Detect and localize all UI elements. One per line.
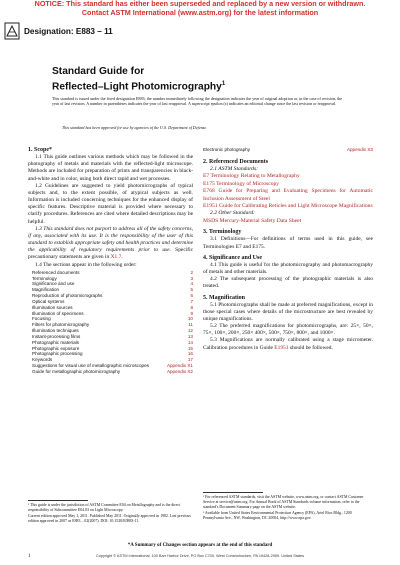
footnote-rule — [28, 500, 88, 501]
toc-ref[interactable]: Appendix X1 — [166, 363, 193, 369]
footnote-1-approval: Current edition approved May 1, 2011. Published May 2011. Originally approved in 1982. Last previous edition approved in 2007 as E883 – 02(2007). DOI: 10.1520/E0883-11. — [28, 514, 191, 523]
toc-ref[interactable]: 11 — [188, 322, 193, 328]
reference-code-link[interactable]: E768 — [203, 188, 215, 195]
reference-item — [203, 173, 373, 180]
reference-title[interactable]: Guide for Calibrating Reticles and Light Microscope Magnifications — [217, 203, 373, 210]
notice-line-2: Contact ASTM International (www.astm.org) for the latest information — [81, 7, 319, 17]
notice-line-1: NOTICE: This standard has either been superseded and replaced by a new version or withdrawn. — [34, 0, 366, 8]
referenced-docs-heading: 2. Referenced Documents — [203, 158, 269, 165]
toc-ref[interactable]: 3 — [190, 275, 193, 281]
title-line-1: Standard Guide for — [52, 66, 145, 77]
para-3-1: 3.1 Definitions—For definitions of terms used in this guide, see Terminologies E7 and E175. — [203, 236, 373, 250]
other-standard-label: 2.2 Other Standard: — [210, 210, 256, 217]
right-column — [203, 147, 373, 352]
toc-ref[interactable]: 13 — [187, 333, 193, 339]
footnote-2: ² For referenced ASTM standards, visit the ASTM website, www.astm.org, or contact ASTM Customer Service at service@astm.org. For Annual Book of ASTM Standards volume information, refer to the standard's Document Summary page on the ASTM website. — [203, 495, 364, 509]
terminology-heading: 3. Terminology — [203, 229, 242, 236]
toc-label: Magnification — [32, 287, 60, 293]
para-5-3-text: 5.3 Magnifications are normally calibrated using a stage micrometer. Calibration procedures in Guide — [203, 337, 373, 351]
toc-label: Photographic materials — [32, 339, 79, 345]
toc-label: Focusing — [32, 316, 51, 322]
toc-label: Significance and use — [32, 281, 75, 287]
toc-ref[interactable]: 4 — [190, 281, 193, 287]
reference-title[interactable]: Terminology Relating to Metallography — [209, 173, 300, 180]
toc-label: Photographic exposure — [32, 345, 80, 351]
toc-label: Photographic processing — [32, 351, 83, 357]
toc-ref[interactable]: Appendix X2 — [166, 369, 193, 374]
msds-reference[interactable]: MSDS Mercury-Material Safety Data Sheet — [203, 217, 302, 224]
significance-heading: 4. Significance and Use — [203, 254, 263, 261]
toc-label: Referenced documents — [32, 269, 80, 275]
toc-ref[interactable]: 14 — [187, 339, 193, 345]
reference-list — [203, 173, 373, 210]
reference-item — [203, 203, 373, 210]
para-1-3 — [28, 226, 193, 262]
toc-ref[interactable]: 8 — [190, 304, 193, 310]
toc-label: Instant-processing films — [32, 333, 81, 339]
toc-ref[interactable]: 6 — [190, 293, 193, 299]
para-5-2: 5.2 The preferred magnifications for photomicrographs, are: 25×, 50×, 75×, 100×, 200×, 250× 400×, 500×, 750×, 800×, and 1000×. — [203, 323, 373, 337]
para-5-1: 5.1 Photomicrographs shall be made at preferred magnifications, except in those special cases where details of the microstructure are best revealed by unique magnifications. — [203, 301, 373, 322]
title-footnote-mark: 1 — [221, 81, 226, 87]
toc-label: Filters for photomicrography — [32, 322, 90, 328]
toc-label: Electronic photography — [203, 147, 250, 152]
toc-label: Illumination techniques — [32, 328, 79, 334]
reference-code-link[interactable]: E7 — [203, 173, 210, 180]
para-5-3 — [203, 337, 373, 351]
para-4-2: 4.2 The subsequent processing of the photographic materials is also treated. — [203, 276, 373, 290]
para-5-3-end: should be followed. — [288, 344, 333, 351]
toc-label: Suggestions for visual use of metallographic microscopes — [32, 363, 149, 369]
para-4-1: 4.1 This guide is useful for the photomicrography and photomacrography of metals and other materials. — [203, 261, 373, 276]
footnote-1: ¹ This guide is under the jurisdiction of ASTM Committee E04 on Metallography and is the direct responsibility of Subcommittee E04.03 on Light Microscopy. — [28, 503, 181, 512]
toc-ref[interactable]: 17 — [187, 357, 193, 363]
section-order-list — [28, 270, 193, 375]
scope-heading: 1. Scope* — [28, 147, 52, 153]
toc-ref[interactable]: 15 — [187, 345, 193, 351]
toc-ref[interactable]: 7 — [190, 298, 193, 304]
toc-label: Reproduction of photomicrographs — [32, 293, 103, 299]
footnote-rule-right — [203, 492, 263, 493]
summary-of-changes-note: *A Summary of Changes section appears at the end of this standard — [127, 543, 273, 548]
footnote-3: ³ Available from United States Environmental Protection Agency (EPA), Ariel Rios Bldg., 1200 Pennsylvania Ave., NW, Washington, DC 20004, http://www.epa.gov. — [203, 511, 352, 520]
reference-code-link[interactable]: E175 — [203, 180, 215, 187]
page-number: 1 — [28, 554, 31, 559]
reference-title[interactable]: Terminology of Microscopy — [214, 180, 280, 187]
designation: Designation: E883 – 11 — [24, 27, 113, 36]
toc-ref[interactable]: Appendix X3 — [346, 147, 373, 152]
dod-note: This standard has been approved for use by agencies of the U.S. Department of Defense. — [62, 125, 208, 130]
safety-ref-text: Specific precautionary statements are given in — [28, 247, 193, 261]
toc-label: Terminology — [32, 275, 57, 281]
toc-label: Illumination sources — [32, 304, 73, 310]
toc-label: Illumination of specimens — [32, 310, 84, 316]
toc-ref[interactable]: 9 — [190, 310, 193, 316]
toc-label: Guide for metallographic photomicrography — [32, 369, 121, 374]
issuance-note: This standard is issued under the fixed designation E883; the number immediately following the designation indicates the year of original adoption or, in the case of revision, the year of last revision. A number in parentheses indicates the year of last reapproval. A superscript epsilon (ε) indicates an editorial change since the last revision or reapproval. — [52, 96, 343, 107]
copyright-line: Copyright © ASTM International, 100 Barr Harbor Drive, PO Box C700, West Conshohocken, PA 19428-2959. United States — [95, 554, 304, 558]
notice-banner — [0, 0, 400, 17]
para-1-2: 1.2 Guidelines are suggested to yield photomicrographs of typical subjects and, to the extent possible, of atypical subjects as well. Information is included concerning techniques for the enhanced display of specific features. Descriptive material is provided where necessary to clarify procedures. References are cited where detailed descriptions may be helpful. — [28, 182, 193, 225]
toc-ref[interactable]: 12 — [187, 328, 193, 334]
left-column — [28, 147, 193, 375]
para-1-1: 1.1 This guide outlines various methods which may be followed in the photography of metals and materials with the reflected-light microscope. Methods are included for preparation of prints and transparencies in black-and-white and in color, using both direct rapid and wet processes. — [28, 154, 193, 182]
toc-ref[interactable]: 5 — [190, 287, 193, 293]
link-e1951[interactable]: E1951 — [274, 344, 289, 351]
reference-item — [203, 188, 373, 203]
link-x1-7[interactable]: X1.7 — [110, 254, 122, 261]
reference-code-link[interactable]: E1951 — [203, 203, 218, 210]
astm-standards-label: 2.1 ASTM Standards: — [210, 166, 259, 172]
astm-logo-icon — [4, 22, 20, 40]
toc-ref[interactable]: 10 — [187, 316, 193, 322]
toc-label: Optical systems — [32, 298, 65, 304]
para-1-4: 1.4 The sections appear in the following order: — [35, 261, 137, 268]
safety-statement: 1.3 This standard does not purport to address all of the safety concerns, if any, associated with its use. It is the responsibility of the user of this standard to establish appropriate safety and health practices and determine the applicability of regulatory requirements prior to use. — [28, 225, 193, 254]
period: . — [121, 254, 123, 261]
toc-label: Keywords — [32, 357, 53, 363]
magnification-heading: 5. Magnification — [203, 294, 245, 301]
right-footnotes — [203, 492, 373, 521]
left-footnotes — [28, 500, 193, 524]
toc-row — [32, 369, 193, 375]
reference-title[interactable]: Guide for Preparing and Evaluating Specimens for Automatic Inclusion Assessment of Steel — [203, 188, 373, 202]
title-line-2: Reflected–Light Photomicrography — [52, 81, 222, 93]
document-title — [52, 66, 225, 93]
toc-ref[interactable]: 16 — [187, 351, 193, 357]
toc-ref[interactable]: 2 — [190, 269, 193, 275]
